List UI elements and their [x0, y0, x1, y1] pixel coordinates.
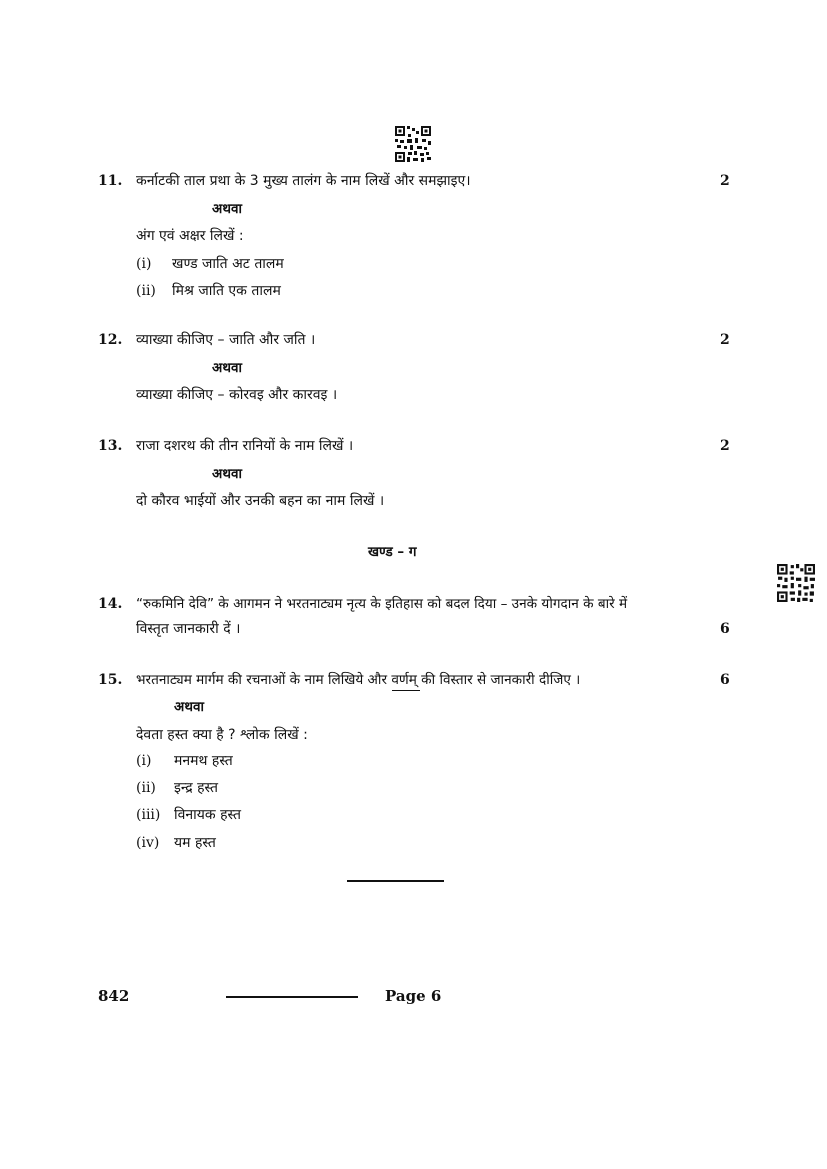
question-text: भरतनाट्यम मार्गम की रचनाओं के नाम लिखिये और वर्णम् की विस्तार से जानकारी दीजिए ।	[136, 672, 581, 688]
item-label: (iv)	[136, 835, 160, 851]
question-number: 13.	[98, 438, 123, 454]
question-text-continued: विस्तृत जानकारी दें ।	[136, 621, 241, 637]
item-label: (i)	[136, 256, 152, 272]
marks: 2	[720, 332, 730, 348]
question-text: कर्नाटकी ताल प्रथा के 3 मुख्य तालंग के नाम लिखें और समझाइए।	[136, 173, 471, 189]
alternative-text: अंग एवं अक्षर लिखें :	[136, 228, 244, 244]
question-text: “रुकमिनि देवि” के आगमन ने भरतनाट्यम नृत्य के इतिहास को बदल दिया – उनके योगदान के बारे में	[136, 596, 628, 612]
marks: 6	[720, 621, 730, 637]
item-text: इन्द्र हस्त	[174, 780, 218, 796]
question-number: 12.	[98, 332, 123, 348]
end-divider	[347, 880, 444, 882]
marks: 6	[720, 672, 730, 688]
or-label: अथवा	[174, 699, 204, 715]
underline-mark	[392, 690, 420, 691]
question-text: राजा दशरथ की तीन रानियों के नाम लिखें ।	[136, 438, 354, 454]
or-label: अथवा	[212, 201, 242, 217]
item-text: विनायक हस्त	[174, 807, 241, 823]
qr-code-side	[777, 564, 815, 602]
item-label: (ii)	[136, 780, 156, 796]
item-text: मनमथ हस्त	[174, 753, 233, 769]
question-number: 15.	[98, 672, 123, 688]
item-text: यम हस्त	[174, 835, 216, 851]
or-label: अथवा	[212, 466, 242, 482]
question-text: व्याख्या कीजिए – जाति और जति ।	[136, 332, 316, 348]
question-number: 11.	[98, 173, 123, 189]
item-text: खण्ड जाति अट तालम	[172, 256, 284, 272]
question-number: 14.	[98, 596, 123, 612]
marks: 2	[720, 173, 730, 189]
alternative-text: व्याख्या कीजिए – कोरवइ और कारवइ ।	[136, 387, 338, 403]
item-label: (i)	[136, 753, 152, 769]
marks: 2	[720, 438, 730, 454]
section-heading: खण्ड – ग	[368, 544, 417, 560]
item-label: (ii)	[136, 283, 156, 299]
alternative-text: देवता हस्त क्या है ? श्लोक लिखें :	[136, 727, 308, 743]
item-text: मिश्र जाति एक तालम	[172, 283, 281, 299]
page-number: Page 6	[385, 987, 442, 1005]
alternative-text: दो कौरव भाईयों और उनकी बहन का नाम लिखें ।	[136, 493, 385, 509]
qr-code-top	[395, 126, 431, 162]
or-label: अथवा	[212, 360, 242, 376]
paper-code: 842	[98, 987, 130, 1005]
footer-divider	[226, 996, 358, 998]
item-label: (iii)	[136, 807, 161, 823]
